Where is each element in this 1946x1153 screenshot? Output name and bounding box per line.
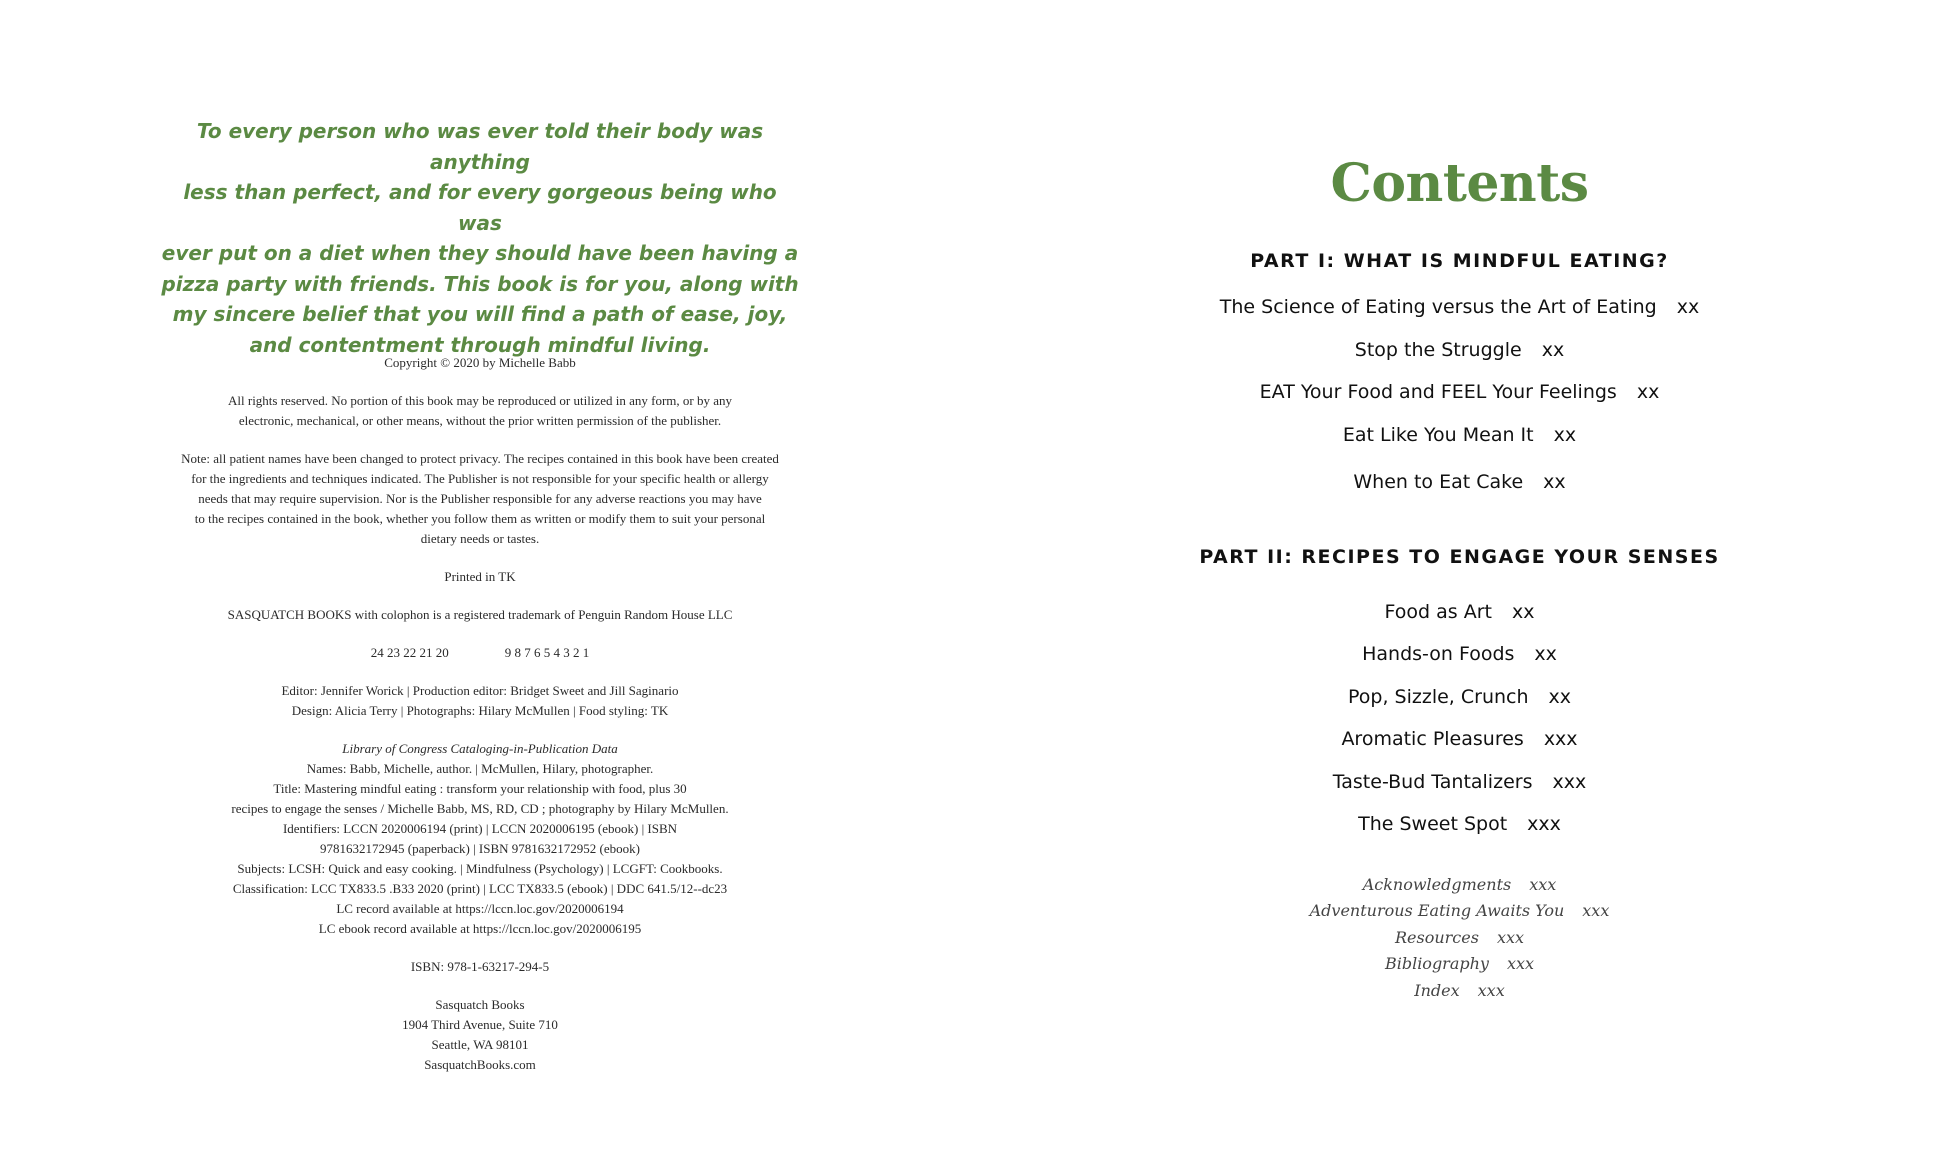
- credits-line: Design: Alicia Terry | Photographs: Hilary McMullen | Food styling: TK: [291, 703, 669, 718]
- toc-item[interactable]: The Science of Eating versus the Art of Eating xx: [1219, 296, 1700, 318]
- note-line: dietary needs or tastes.: [420, 531, 540, 546]
- note-line: needs that may require supervision. Nor is the Publisher responsible for any adverse reactions you may have: [198, 491, 762, 506]
- note-line: Note: all patient names have been changed to protect privacy. The recipes contained in this book have been created: [181, 451, 779, 466]
- toc-item[interactable]: Aromatic Pleasures xxx: [1341, 728, 1578, 750]
- back-matter-item[interactable]: Acknowledgments xxx: [1362, 875, 1557, 894]
- toc-item[interactable]: Food as Art xx: [1384, 601, 1535, 623]
- toc-item[interactable]: Hands-on Foods xx: [1362, 643, 1557, 665]
- dedication-line: ever put on a diet when they should have been having a: [161, 241, 799, 265]
- publisher-line: Sasquatch Books: [435, 997, 525, 1012]
- cip-line: recipes to engage the senses / Michelle Babb, MS, RD, CD ; photography by Hilary McMullen.: [231, 801, 729, 816]
- years-line: 24 23 22 21 20: [370, 645, 449, 660]
- cip-line: Subjects: LCSH: Quick and easy cooking. | Mindfulness (Psychology) | LCGFT: Cookbooks.: [237, 861, 723, 876]
- dedication: [160, 116, 800, 360]
- publisher-line: SasquatchBooks.com: [424, 1057, 536, 1072]
- cip-line: LC ebook record available at https://lccn.loc.gov/2020006195: [318, 921, 642, 936]
- toc-item[interactable]: EAT Your Food and FEEL Your Feelings xx: [1259, 381, 1660, 403]
- dedication-line: pizza party with friends. This book is for you, along with: [161, 271, 799, 296]
- credits-line: Editor: Jennifer Worick | Production editor: Bridget Sweet and Jill Saginario: [281, 683, 679, 698]
- rights-line: electronic, mechanical, or other means, without the prior written permission of the publisher.: [238, 413, 722, 428]
- part-1-heading: PART I: WHAT IS MINDFUL EATING?: [1250, 250, 1669, 272]
- rights-line: All rights reserved. No portion of this book may be reproduced or utilized in any form, or by any: [228, 393, 732, 408]
- back-matter-item[interactable]: Index xxx: [1414, 981, 1505, 1000]
- toc-item[interactable]: Taste-Bud Tantalizers xxx: [1332, 771, 1587, 793]
- cip-line: LC record available at https://lccn.loc.gov/2020006194: [336, 901, 624, 916]
- printing-line: 9 8 7 6 5 4 3 2 1: [504, 645, 590, 660]
- contents-title: Contents: [1330, 153, 1589, 214]
- isbn-line: ISBN: 978-1-63217-294-5: [410, 959, 550, 974]
- copyright-block: [120, 353, 840, 1075]
- back-matter-item[interactable]: Adventurous Eating Awaits You xxx: [1309, 901, 1610, 920]
- toc-item[interactable]: Eat Like You Mean It xx: [1342, 424, 1577, 446]
- note-line: to the recipes contained in the book, whether you follow them as written or modify them to suit your personal: [194, 511, 766, 526]
- cip-line: Title: Mastering mindful eating : transform your relationship with food, plus 30: [273, 781, 687, 796]
- printed-in: Printed in TK: [444, 569, 516, 584]
- back-matter-item[interactable]: Bibliography xxx: [1384, 954, 1535, 973]
- cip-heading: Library of Congress Cataloging-in-Publication Data: [342, 741, 618, 756]
- toc-item[interactable]: The Sweet Spot xxx: [1358, 813, 1561, 835]
- publisher-line: 1904 Third Avenue, Suite 710: [402, 1017, 558, 1032]
- cip-line: 9781632172945 (paperback) | ISBN 9781632172952 (ebook): [320, 841, 640, 856]
- dedication-line: my sincere belief that you will find a path of ease, joy,: [172, 302, 788, 326]
- part-2-heading: PART II: RECIPES TO ENGAGE YOUR SENSES: [1199, 546, 1720, 568]
- trademark-line: SASQUATCH BOOKS with colophon is a registered trademark of Penguin Random House LLC: [227, 607, 733, 622]
- dedication-line: and contentment through mindful living.: [249, 332, 711, 357]
- cip-line: Classification: LCC TX833.5 .B33 2020 (print) | LCC TX833.5 (ebook) | DDC 641.5/12--dc23: [232, 881, 728, 896]
- right-page: [973, 0, 1946, 1153]
- toc-item[interactable]: When to Eat Cake xx: [1353, 471, 1566, 493]
- back-matter-item[interactable]: Resources xxx: [1394, 928, 1525, 947]
- note-line: for the ingredients and techniques indicated. The Publisher is not responsible for your specific health or allergy: [191, 471, 769, 486]
- toc-item[interactable]: Pop, Sizzle, Crunch xx: [1347, 686, 1572, 708]
- copyright-notice: Copyright © 2020 by Michelle Babb: [384, 355, 576, 370]
- cip-line: Names: Babb, Michelle, author. | McMullen, Hilary, photographer.: [306, 761, 654, 776]
- dedication-line: less than perfect, and for every gorgeous being who was: [183, 180, 777, 235]
- printing-numbers: [120, 643, 840, 663]
- cip-line: Identifiers: LCCN 2020006194 (print) | LCCN 2020006195 (ebook) | ISBN: [282, 821, 678, 836]
- toc-item[interactable]: Stop the Struggle xx: [1354, 339, 1565, 361]
- dedication-line: To every person who was ever told their body was anything: [196, 119, 764, 174]
- publisher-line: Seattle, WA 98101: [431, 1037, 529, 1052]
